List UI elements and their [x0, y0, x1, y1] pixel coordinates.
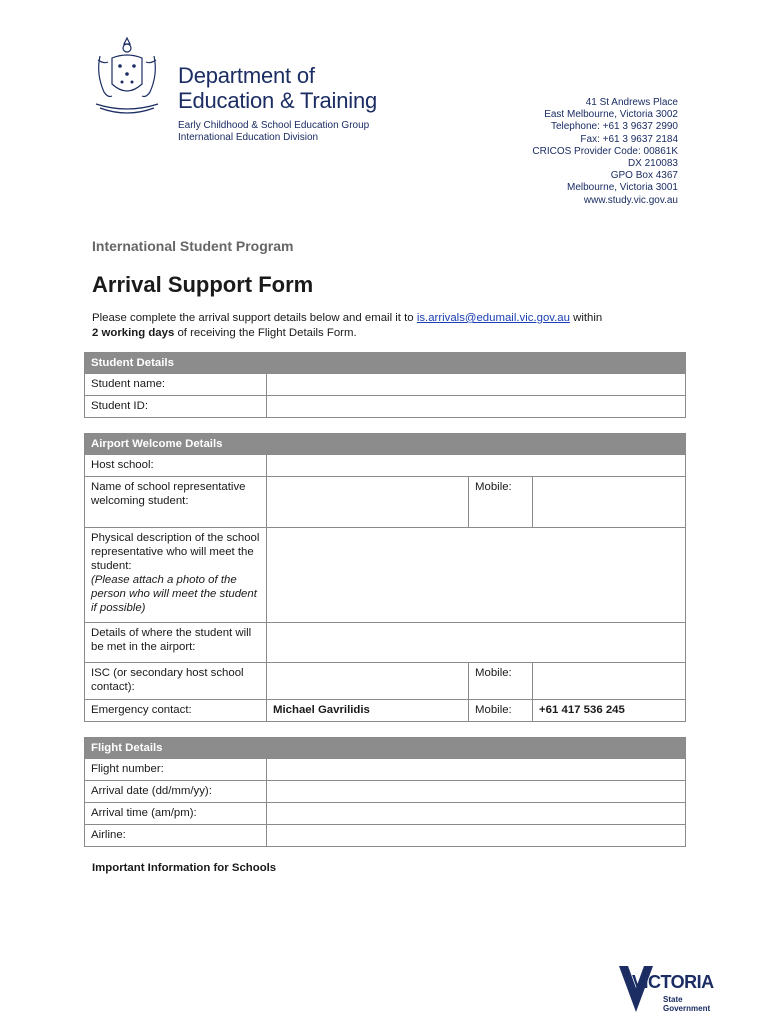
flight-number-label: Flight number: [85, 759, 267, 781]
dept-line-2: Education & Training [178, 88, 378, 113]
deadline-bold: 2 working days [92, 327, 175, 339]
arrival-time-label: Arrival time (am/pm): [85, 803, 267, 825]
intro-text-end: of receiving the Flight Details Form. [174, 327, 357, 339]
emergency-contact-field[interactable]: Michael Gavrilidis [267, 700, 469, 722]
isc-label: ISC (or secondary host school contact): [85, 663, 267, 700]
department-name [178, 63, 377, 113]
address-line: Telephone: +61 3 9637 2990 [550, 121, 678, 133]
program-heading: International Student Program [92, 238, 294, 254]
arrival-date-label: Arrival date (dd/mm/yy): [85, 781, 267, 803]
airline-label: Airline: [85, 825, 267, 847]
rep-mobile-field[interactable] [533, 477, 686, 528]
arrival-time-field[interactable] [267, 803, 686, 825]
flight-details-table [84, 737, 686, 847]
airline-field[interactable] [267, 825, 686, 847]
intro-text-after: within [569, 312, 603, 324]
dept-line-1: Department of [178, 63, 315, 88]
emergency-contact-label: Emergency contact: [85, 700, 267, 722]
department-subtitle [178, 120, 369, 144]
isc-field[interactable] [267, 663, 469, 700]
email-link[interactable]: is.arrivals@edumail.vic.gov.au [416, 312, 570, 324]
dept-sub-line-2: International Education Division [178, 132, 319, 143]
coat-of-arms-logo [90, 34, 164, 118]
airport-welcome-table [84, 433, 686, 722]
address-line: Fax: +61 3 9637 2184 [580, 133, 678, 145]
rep-name-field[interactable] [267, 477, 469, 528]
meet-place-label: Details of where the student will be met in the airport: [85, 623, 267, 663]
student-name-label: Student name: [85, 374, 267, 396]
address-line: Melbourne, Victoria 3001 [567, 182, 678, 194]
victoria-logo-text: VICTORIA [632, 972, 714, 992]
logo-sub-line-2: Government [663, 1004, 711, 1013]
physical-description-field[interactable] [267, 528, 686, 623]
student-id-field[interactable] [267, 396, 686, 418]
meet-place-field[interactable] [267, 623, 686, 663]
student-name-field[interactable] [267, 374, 686, 396]
address-line: DX 210083 [627, 158, 678, 170]
address-line: GPO Box 4367 [610, 170, 678, 182]
emergency-mobile-label: Mobile: [469, 700, 533, 722]
logo-sub-line-1: State [663, 995, 683, 1004]
form-title: Arrival Support Form [92, 272, 314, 297]
flight-details-header: Flight Details [85, 738, 686, 759]
isc-mobile-field[interactable] [533, 663, 686, 700]
isc-mobile-label: Mobile: [469, 663, 533, 700]
intro-text: Please complete the arrival support details below and email it to [92, 312, 417, 324]
airport-welcome-header: Airport Welcome Details [85, 434, 686, 455]
student-details-table [84, 352, 686, 418]
student-id-label: Student ID: [85, 396, 267, 418]
address-website: www.study.vic.gov.au [583, 194, 678, 206]
flight-number-field[interactable] [267, 759, 686, 781]
host-school-field[interactable] [267, 455, 686, 477]
physical-description-label: Physical description of the school representative who will meet the student: [91, 532, 260, 572]
physical-description-note: (Please attach a photo of the person who will meet the student if possible) [91, 574, 257, 614]
intro-paragraph [92, 311, 692, 341]
emergency-mobile-field[interactable]: +61 417 536 245 [533, 700, 686, 722]
rep-mobile-label: Mobile: [469, 477, 533, 528]
dept-sub-line-1: Early Childhood & School Education Group [178, 120, 370, 131]
contact-address-block [532, 97, 678, 207]
address-line: 41 St Andrews Place [585, 97, 678, 108]
host-school-label: Host school: [85, 455, 267, 477]
arrival-date-field[interactable] [267, 781, 686, 803]
state-government-text [663, 995, 710, 1013]
physical-description-cell [85, 528, 267, 623]
student-details-header: Student Details [85, 353, 686, 374]
important-info-heading: Important Information for Schools [92, 862, 277, 874]
address-line: CRICOS Provider Code: 00861K [532, 145, 678, 157]
rep-name-label: Name of school representative welcoming student: [85, 477, 267, 528]
address-line: East Melbourne, Victoria 3002 [544, 109, 678, 121]
